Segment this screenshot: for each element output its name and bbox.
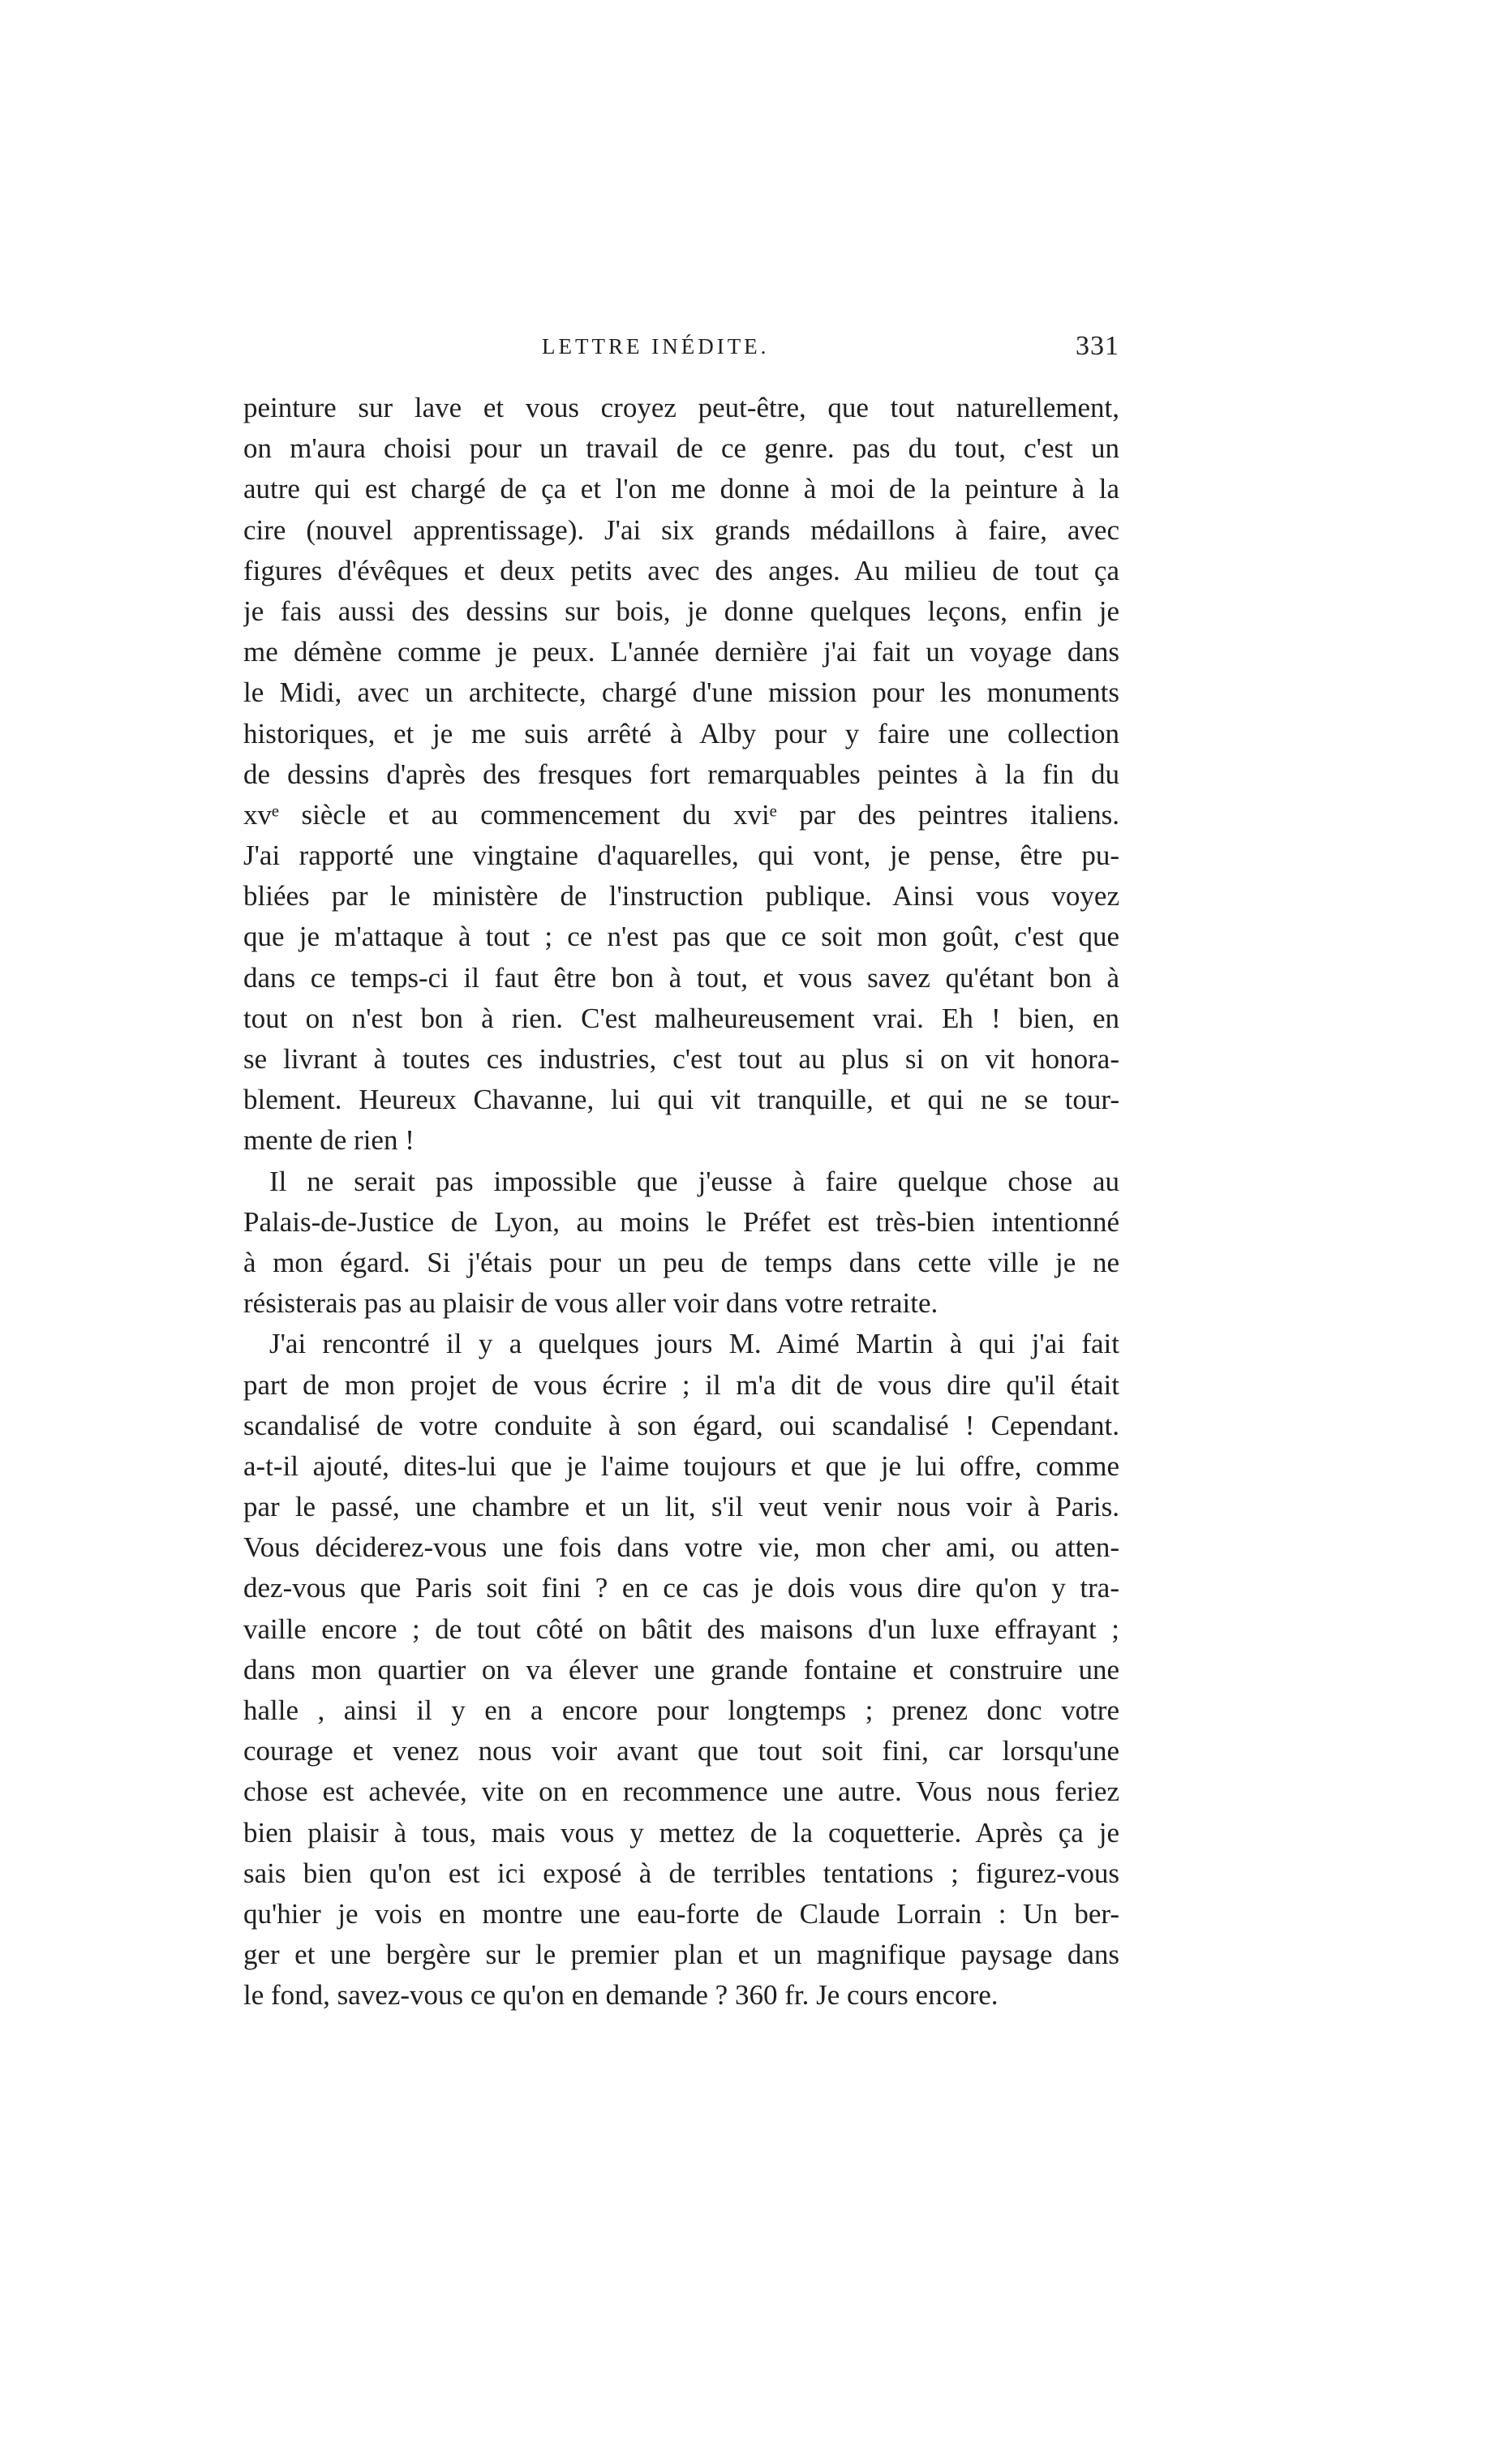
text-line: blement. Heureux Chavanne, lui qui vit tranquille, et qui ne se tour- <box>243 1084 1119 1116</box>
text-line: le Midi, avec un architecte, chargé d'une mission pour les monuments <box>243 676 1119 709</box>
text-line: autre qui est chargé de ça et l'on me donne à moi de la peinture à la <box>243 473 1119 505</box>
text-line: halle , ainsi il y en a encore pour longtemps ; prenez donc votre <box>243 1694 1119 1726</box>
text-line: J'ai rapporté une vingtaine d'aquarelles, qui vont, je pense, être pu- <box>243 840 1119 872</box>
text-line: historiques, et je me suis arrêté à Alby pour y faire une collection <box>243 717 1119 749</box>
text-line: peinture sur lave et vous croyez peut-être, que tout naturellement, <box>243 392 1119 423</box>
text-line: qu'hier je vois en montre une eau-forte de Claude Lorrain : Un ber- <box>243 1897 1119 1930</box>
text-line: courage et venez nous voir avant que tout soit fini, car lorsqu'une <box>243 1735 1119 1767</box>
text-line: a-t-il ajouté, dites-lui que je l'aime toujours et que je lui offre, comme <box>243 1449 1119 1482</box>
running-title: LETTRE INÉDITE. <box>542 334 770 359</box>
text-line: Il ne serait pas impossible que j'eusse à faire quelque chose au <box>269 1165 1119 1197</box>
text-line: se livrant à toutes ces industries, c'est tout au plus si on vit honora- <box>243 1043 1119 1075</box>
text-line: scandalisé de votre conduite à son égard, oui scandalisé ! Cependant. <box>243 1409 1119 1441</box>
text-line: Palais-de-Justice de Lyon, au moins le Préfet est très-bien intentionné <box>243 1205 1119 1238</box>
text-line: à mon égard. Si j'étais pour un peu de temps dans cette ville je ne <box>243 1246 1119 1278</box>
text-line: xvᵉ siècle et au commencement du xviᵉ par des peintres italiens. <box>243 798 1119 831</box>
text-line: mente de rien ! <box>243 1124 415 1157</box>
text-line: de dessins d'après des fresques fort remarquables peintes à la fin du <box>243 758 1119 790</box>
text-line: vaille encore ; de tout côté on bâtit des maisons d'un luxe effrayant ; <box>243 1612 1119 1645</box>
text-line: sais bien qu'on est ici exposé à de terribles tentations ; figurez-vous <box>243 1857 1119 1889</box>
running-head <box>243 331 1119 371</box>
text-line: je fais aussi des dessins sur bois, je donne quelques leçons, enfin je <box>243 595 1119 627</box>
text-line: dans mon quartier on va élever une grande fontaine et construire une <box>243 1653 1119 1685</box>
text-line: figures d'évêques et deux petits avec des anges. Au milieu de tout ça <box>243 554 1119 586</box>
text-line: que je m'attaque à tout ; ce n'est pas que ce soit mon goût, c'est que <box>243 921 1119 953</box>
text-line: par le passé, une chambre et un lit, s'il veut venir nous voir à Paris. <box>243 1491 1119 1523</box>
text-line: tout on n'est bon à rien. C'est malheureusement vrai. Eh ! bien, en <box>243 1002 1119 1034</box>
text-line: dans ce temps-ci il faut être bon à tout, et vous savez qu'étant bon à <box>243 961 1119 994</box>
text-line: résisterais pas au plaisir de vous aller voir dans votre retraite. <box>243 1287 939 1320</box>
text-line: bien plaisir à tous, mais vous y mettez de la coquetterie. Après ça je <box>243 1816 1119 1849</box>
text-line: Vous déciderez-vous une fois dans votre vie, mon cher ami, ou atten- <box>243 1531 1119 1564</box>
text-line: bliées par le ministère de l'instruction publique. Ainsi vous voyez <box>243 880 1119 913</box>
text-line: dez-vous que Paris soit fini ? en ce cas je dois vous dire qu'on y tra- <box>243 1572 1119 1604</box>
text-line: J'ai rencontré il y a quelques jours M. Aimé Martin à qui j'ai fait <box>269 1328 1119 1360</box>
text-line: part de mon projet de vous écrire ; il m'a dit de vous dire qu'il était <box>243 1368 1119 1401</box>
text-line: me démène comme je peux. L'année dernière j'ai fait un voyage dans <box>243 636 1119 668</box>
text-line: ger et une bergère sur le premier plan et un magnifique paysage dans <box>243 1939 1119 1971</box>
text-line: le fond, savez-vous ce qu'on en demande ? 360 fr. Je cours encore. <box>243 1979 999 2012</box>
text-line: on m'aura choisi pour un travail de ce genre. pas du tout, c'est un <box>243 432 1119 465</box>
text-line: cire (nouvel apprentissage). J'ai six grands médaillons à faire, avec <box>243 513 1119 546</box>
body-text <box>243 388 1119 2016</box>
text-line: chose est achevée, vite on en recommence une autre. Vous nous feriez <box>243 1776 1119 1808</box>
page-number: 331 <box>1076 331 1119 361</box>
